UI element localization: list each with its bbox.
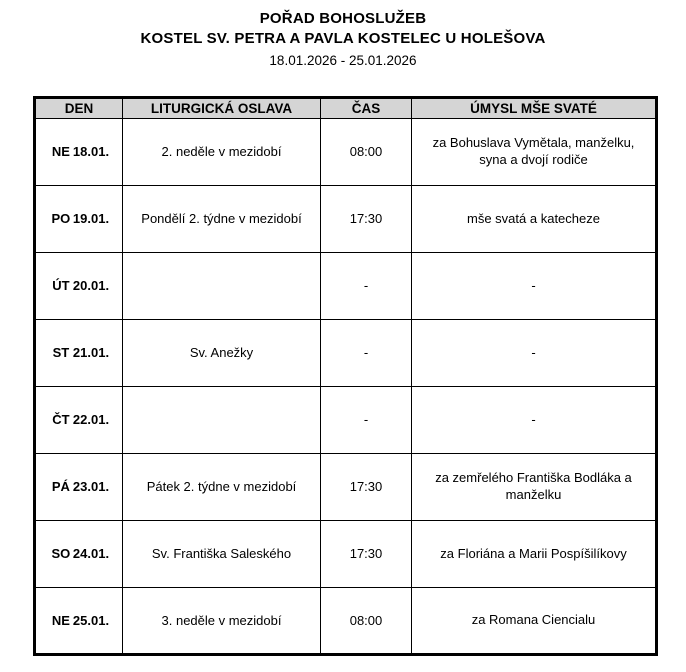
celebration-cell	[123, 252, 321, 319]
table-row	[35, 185, 657, 252]
day-abbr: ÚT	[52, 278, 70, 294]
day-abbr: NE	[51, 612, 70, 628]
time-cell: -	[321, 252, 412, 319]
table-row	[35, 252, 657, 319]
day-date: 22.01.	[72, 412, 110, 428]
title-block	[0, 9, 686, 70]
table-row	[35, 520, 657, 587]
column-header-den: DEN	[35, 97, 123, 118]
page-title: POŘAD BOHOSLUŽEB	[259, 10, 427, 27]
day-abbr: PÁ	[51, 479, 70, 495]
day-cell	[35, 520, 123, 587]
celebration-cell	[123, 386, 321, 453]
day-abbr: ČT	[52, 412, 70, 428]
day-abbr: ST	[52, 345, 70, 361]
time-cell: 17:30	[321, 453, 412, 520]
time-cell: 08:00	[321, 118, 412, 185]
column-header-cas: ČAS	[321, 97, 412, 118]
celebration-cell: Sv. Františka Saleského	[123, 520, 321, 587]
table-row	[35, 319, 657, 386]
column-header-umysl-mse-svate: ÚMYSL MŠE SVATÉ	[412, 97, 657, 118]
celebration-cell: Pátek 2. týdne v mezidobí	[123, 453, 321, 520]
day-date: 23.01.	[72, 479, 110, 495]
table-row	[35, 386, 657, 453]
intention-cell: mše svatá a katecheze	[412, 185, 657, 252]
service-schedule-table	[33, 96, 658, 656]
date-range: 18.01.2026 - 25.01.2026	[269, 52, 417, 68]
intention-cell: za Bohuslava Vymětala, manželku, syna a dvojí rodiče	[412, 118, 657, 185]
column-header-liturgicka-oslava: LITURGICKÁ OSLAVA	[123, 97, 321, 118]
day-cell	[35, 252, 123, 319]
day-date: 24.01.	[72, 546, 110, 562]
intention-cell: za Floriána a Marii Pospíšilíkovy	[412, 520, 657, 587]
intention-cell: -	[412, 386, 657, 453]
table-row	[35, 587, 657, 654]
day-abbr: SO	[51, 546, 71, 562]
day-cell	[35, 587, 123, 654]
intention-cell: za zemřelého Františka Bodláka a manželku	[412, 453, 657, 520]
day-date: 21.01.	[72, 345, 110, 361]
day-date: 20.01.	[72, 278, 110, 294]
day-cell	[35, 453, 123, 520]
time-cell: -	[321, 386, 412, 453]
time-cell: 08:00	[321, 587, 412, 654]
day-cell	[35, 185, 123, 252]
day-cell	[35, 386, 123, 453]
day-abbr: PO	[51, 211, 71, 227]
time-cell: -	[321, 319, 412, 386]
time-cell: 17:30	[321, 185, 412, 252]
celebration-cell: Pondělí 2. týdne v mezidobí	[123, 185, 321, 252]
intention-cell: za Romana Ciencialu	[412, 587, 657, 654]
day-abbr: NE	[51, 144, 70, 160]
day-date: 18.01.	[72, 144, 110, 160]
church-name: KOSTEL SV. PETRA A PAVLA KOSTELEC U HOLEŠOVA	[140, 30, 546, 48]
table-row	[35, 453, 657, 520]
intention-cell: -	[412, 252, 657, 319]
table-header-row	[35, 97, 657, 118]
celebration-cell: 3. neděle v mezidobí	[123, 587, 321, 654]
day-date: 19.01.	[72, 211, 110, 227]
celebration-cell: Sv. Anežky	[123, 319, 321, 386]
table-row	[35, 118, 657, 185]
day-cell	[35, 118, 123, 185]
day-date: 25.01.	[72, 612, 110, 628]
day-cell	[35, 319, 123, 386]
time-cell: 17:30	[321, 520, 412, 587]
intention-cell: -	[412, 319, 657, 386]
celebration-cell: 2. neděle v mezidobí	[123, 118, 321, 185]
